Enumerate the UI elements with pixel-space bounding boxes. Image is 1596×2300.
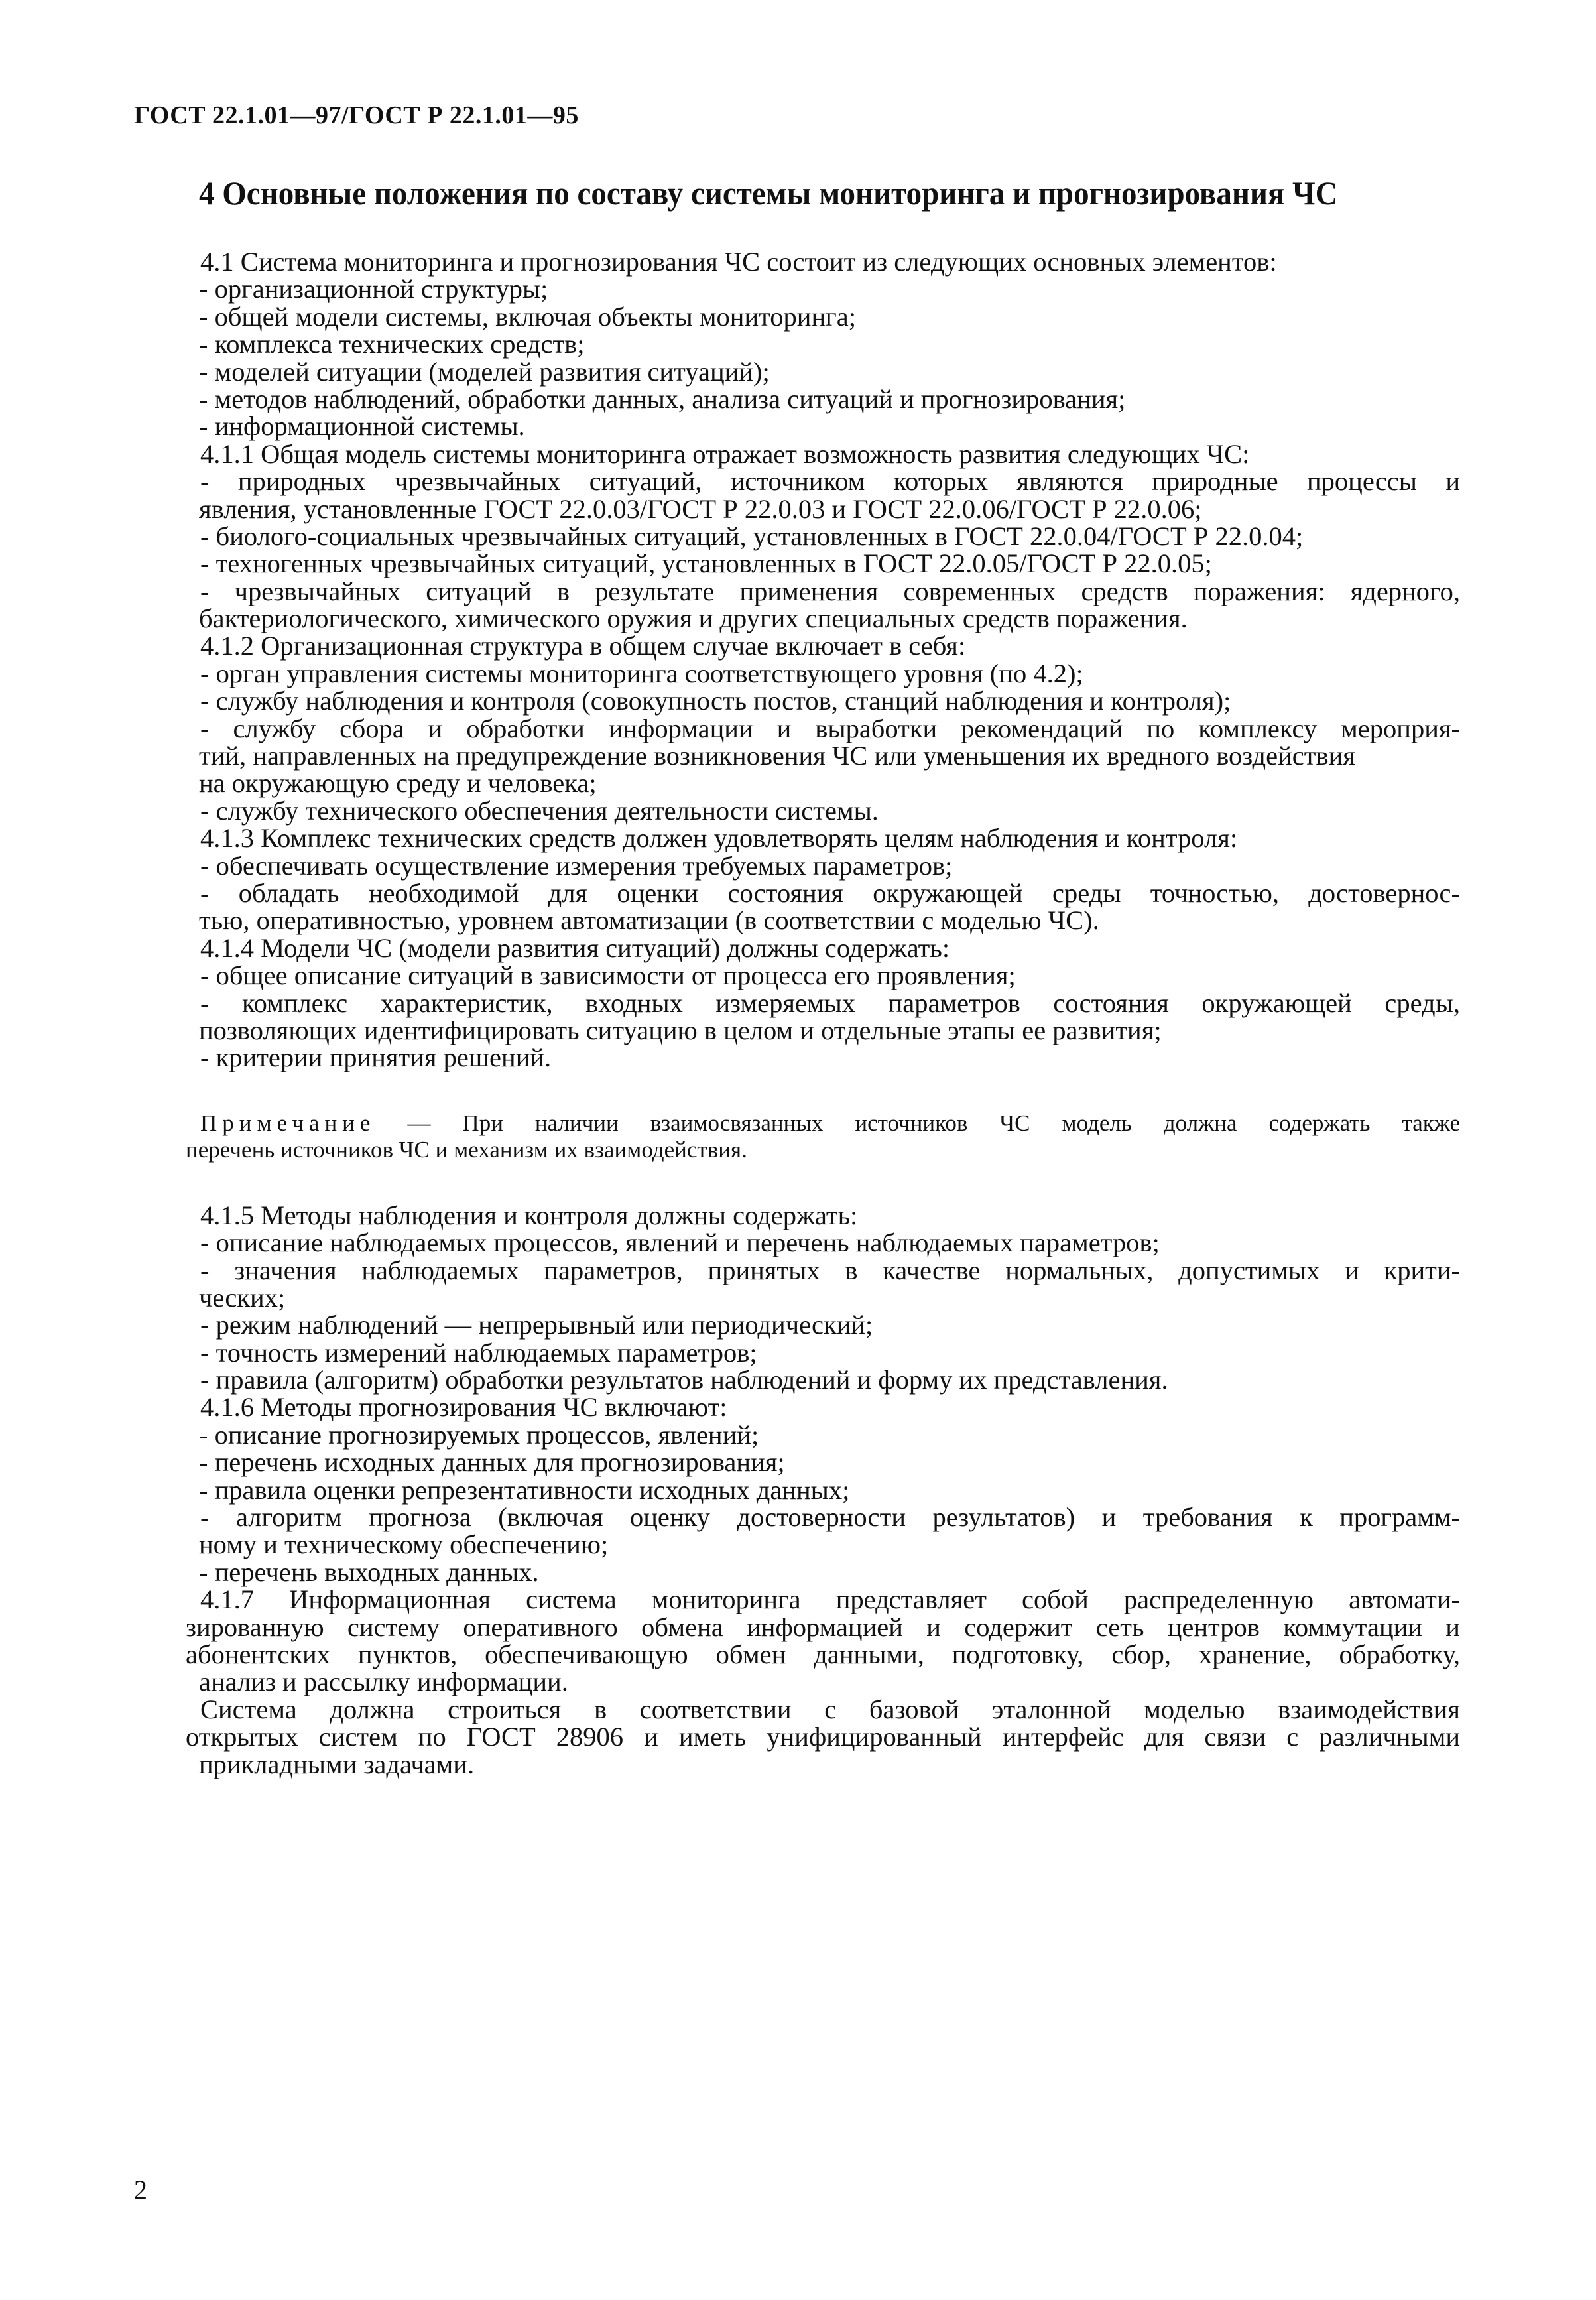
text-line: ному и техническому обеспечению; <box>199 1529 609 1560</box>
paragraph-block-1 <box>186 248 1460 1072</box>
text-line: ческих; <box>199 1282 286 1312</box>
text-line: тью, оперативностью, уровнем автоматизации (в соответствии с моделью ЧС). <box>199 905 1099 936</box>
text-line: - чрезвычайных ситуаций в результате применения современных средств поражения: ядерного, <box>200 576 1460 606</box>
text-line: анализ и рассылку информации. <box>199 1667 568 1697</box>
text-line: - правила (алгоритм) обработки результатов наблюдений и форму их представления. <box>200 1365 1168 1395</box>
paragraph-block-2 <box>186 1202 1460 1778</box>
spacer <box>186 1072 1460 1110</box>
text-line: - критерии принятия решений. <box>200 1043 552 1073</box>
text-line: на окружающую среду и человека; <box>199 768 597 799</box>
text-line: - обладать необходимой для оценки состояния окружающей среды точностью, достовернос- <box>200 877 1460 908</box>
text-line: явления, установленные ГОСТ 22.0.03/ГОСТ Р 22.0.03 и ГОСТ 22.0.06/ГОСТ Р 22.0.06; <box>199 493 1202 524</box>
text-line: - значения наблюдаемых параметров, принятых в качестве нормальных, допустимых и крити- <box>200 1255 1460 1285</box>
text-line: 4.1.7 Информационная система мониторинга представляет собой распределенную автомати- <box>200 1584 1460 1615</box>
text-line: 4.1.3 Комплекс технических средств должен удовлетворять целям наблюдения и контроля: <box>200 823 1238 854</box>
text-line: тий, направленных на предупреждение возникновения ЧС или уменьшения их вредного воздействия <box>199 741 1355 771</box>
text-line: - комплекс характеристик, входных измеряемых параметров состояния окружающей среды, <box>200 988 1460 1018</box>
text-line: бактериологического, химического оружия и других специальных средств поражения. <box>199 604 1188 634</box>
text-line: - алгоритм прогноза (включая оценку достоверности результатов) и требования к программ- <box>200 1502 1460 1533</box>
text-line: - режим наблюдений — непрерывный или периодический; <box>200 1310 873 1340</box>
note-line-2: перечень источников ЧС и механизм их взаимодействия. <box>186 1136 747 1163</box>
section-title: 4 Основные положения по составу системы мониторинга и прогнозирования ЧС <box>199 174 1338 212</box>
text-line: - описание прогнозируемых процессов, явлений; <box>199 1419 759 1450</box>
text-line: - службу технического обеспечения деятельности системы. <box>200 795 879 826</box>
note-line-1 <box>186 1110 1460 1137</box>
text-line: - точность измерений наблюдаемых параметров; <box>200 1337 757 1368</box>
text-line: зированную систему оперативного обмена информацией и содержит сеть центров коммутации и <box>186 1612 1460 1642</box>
spacer <box>186 1163 1460 1202</box>
text-line: - обеспечивать осуществление измерения требуемых параметров; <box>200 850 953 881</box>
text-line: - перечень исходных данных для прогнозирования; <box>199 1447 785 1478</box>
text-line: 4.1.6 Методы прогнозирования ЧС включают: <box>200 1392 727 1423</box>
text-line: - организационной структуры; <box>199 274 548 304</box>
text-line: - общее описание ситуаций в зависимости от процесса его проявления; <box>200 960 1016 991</box>
text-line: - биолого-социальных чрезвычайных ситуаций, установленных в ГОСТ 22.0.04/ГОСТ Р 22.0.04; <box>200 521 1304 551</box>
text-line: - природных чрезвычайных ситуаций, источником которых являются природные процессы и <box>200 466 1460 497</box>
text-line: - правила оценки репрезентативности исходных данных; <box>199 1474 850 1505</box>
text-line: позволяющих идентифицировать ситуацию в целом и отдельные этапы ее развития; <box>199 1015 1162 1045</box>
text-line: - техногенных чрезвычайных ситуаций, установленных в ГОСТ 22.0.05/ГОСТ Р 22.0.05; <box>200 548 1212 579</box>
text-line: 4.1.5 Методы наблюдения и контроля должны содержать: <box>200 1200 858 1230</box>
note-text: — При наличии взаимосвязанных источников ЧС модель должна содержать также <box>407 1110 1460 1136</box>
document-header: ГОСТ 22.1.01—97/ГОСТ Р 22.1.01—95 <box>134 101 579 129</box>
text-line: 4.1.4 Модели ЧС (модели развития ситуаций) должны содержать: <box>200 932 950 963</box>
text-line: - методов наблюдений, обработки данных, анализа ситуаций и прогнозирования; <box>199 383 1126 414</box>
text-line: открытых систем по ГОСТ 28906 и иметь унифицированный интерфейс для связи с различными <box>186 1722 1460 1752</box>
text-line: 4.1.1 Общая модель системы мониторинга отражает возможность развития следующих ЧС: <box>200 438 1250 469</box>
text-line: прикладными задачами. <box>199 1749 475 1779</box>
text-line: - информационной системы. <box>199 411 525 442</box>
text-line: - орган управления системы мониторинга соответствующего уровня (по 4.2); <box>200 658 1083 688</box>
text-line: - моделей ситуации (моделей развития ситуаций); <box>199 356 770 387</box>
page-number: 2 <box>134 2175 147 2204</box>
text-line: - службу сбора и обработки информации и выработки рекомендаций по комплексу мероприя- <box>200 713 1460 743</box>
text-line: - общей модели системы, включая объекты мониторинга; <box>199 301 856 332</box>
note-label: Примечание <box>200 1110 376 1136</box>
note-block <box>186 1110 1460 1163</box>
text-line: - перечень выходных данных. <box>199 1557 539 1587</box>
text-line: - описание наблюдаемых процессов, явлений и перечень наблюдаемых параметров; <box>200 1228 1160 1258</box>
text-line: 4.1.2 Организационная структура в общем случае включает в себя: <box>200 631 966 661</box>
text-line: - службу наблюдения и контроля (совокупность постов, станций наблюдения и контроля); <box>200 686 1231 716</box>
text-line: абонентских пунктов, обеспечивающую обмен данными, подготовку, сбор, хранение, обработку, <box>186 1639 1460 1669</box>
text-line: 4.1 Система мониторинга и прогнозирования ЧС состоит из следующих основных элементов: <box>200 247 1277 277</box>
text-line: Система должна строиться в соответствии с базовой эталонной моделью взаимодействия <box>200 1694 1460 1724</box>
body-text <box>186 248 1460 1778</box>
text-line: - комплекса технических средств; <box>199 329 585 359</box>
